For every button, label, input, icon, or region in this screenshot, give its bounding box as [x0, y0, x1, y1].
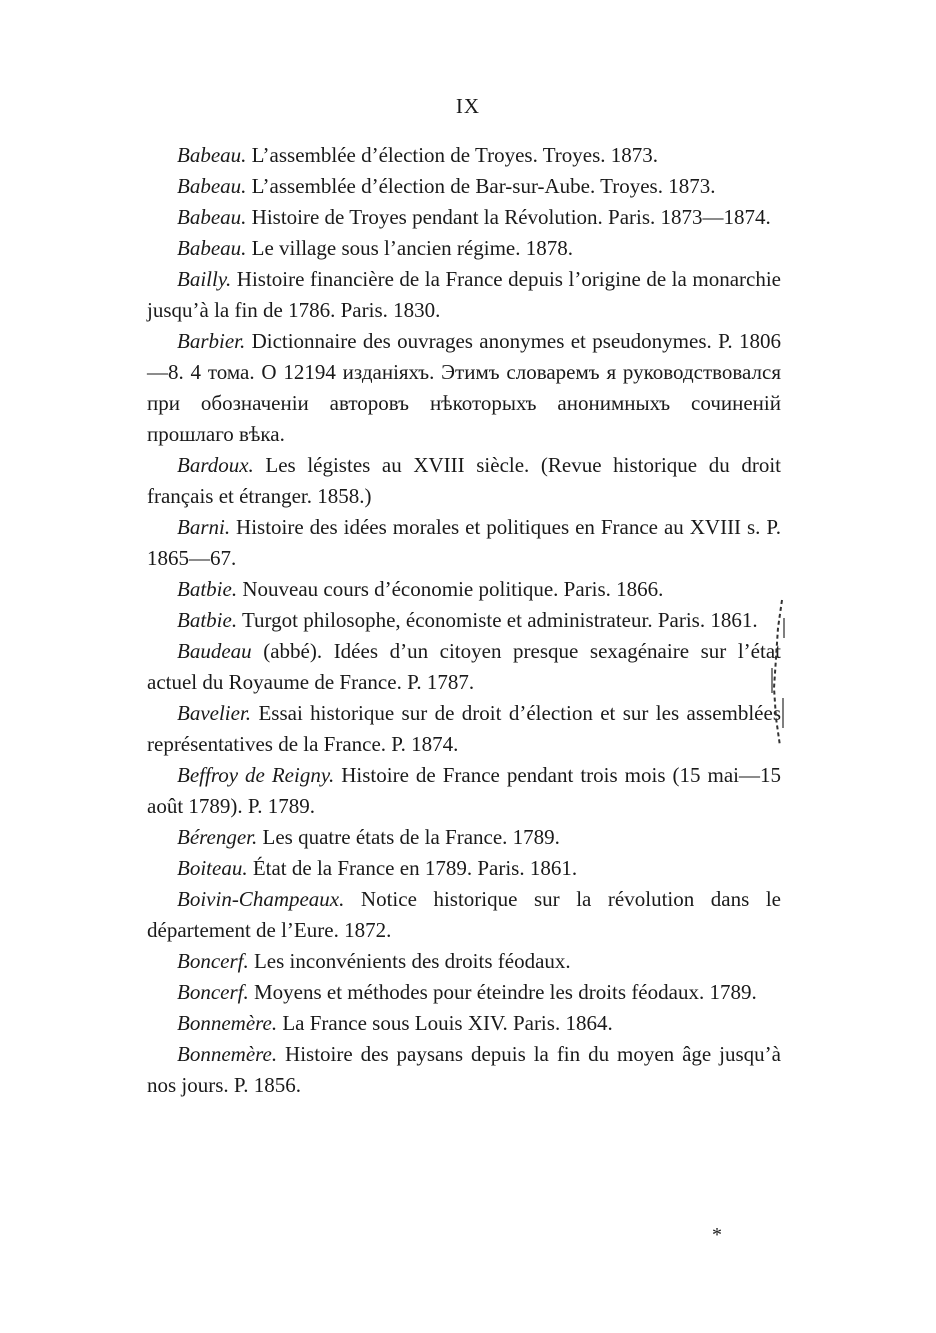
entry-text: (abbé). Idées d’un citoyen presque sexagénaire sur l’état actuel du Royaume de France. P. 1787. [147, 639, 781, 694]
entry-author: Bardoux. [177, 453, 254, 477]
entry-author: Boiteau. [177, 856, 248, 880]
entry-author: Bérenger. [177, 825, 258, 849]
bibliography-list [147, 140, 781, 1101]
bibliography-entry [147, 884, 781, 946]
entry-text: Histoire de Troyes pendant la Révolution. Paris. 1873—1874. [246, 205, 771, 229]
bibliography-entry [147, 698, 781, 760]
entry-author: Baudeau [177, 639, 252, 663]
bibliography-entry [147, 946, 781, 977]
entry-text: Histoire des idées morales et politiques en France au XVIII s. P. 1865—67. [147, 515, 781, 570]
entry-author: Babeau. [177, 236, 247, 260]
entry-author: Babeau. [177, 205, 247, 229]
entry-text: Les légistes au XVIII siècle. (Revue historique du droit français et étranger. 1858.) [147, 453, 781, 508]
bibliography-entry [147, 822, 781, 853]
bibliography-entry [147, 171, 781, 202]
entry-text: Essai historique sur de droit d’élection et sur les assemblées représentatives de la France. P. 1874. [147, 701, 781, 756]
bibliography-entry [147, 450, 781, 512]
entry-text: État de la France en 1789. Paris. 1861. [247, 856, 578, 880]
bibliography-entry [147, 636, 781, 698]
entry-author: Barni. [177, 515, 231, 539]
entry-text: Le village sous l’ancien régime. 1878. [246, 236, 573, 260]
entry-author: Bavelier. [177, 701, 252, 725]
entry-author: Babeau. [177, 174, 247, 198]
entry-author: Boivin-Champeaux. [177, 887, 345, 911]
signature-mark: * [712, 1224, 722, 1246]
entry-text: Nouveau cours d’économie politique. Paris. 1866. [237, 577, 664, 601]
bibliography-entry [147, 202, 781, 233]
entry-author: Batbie. [177, 577, 238, 601]
entry-author: Bonnemère. [177, 1042, 278, 1066]
bibliography-entry [147, 853, 781, 884]
entry-text: L’assemblée d’élection de Bar-sur-Aube. Troyes. 1873. [246, 174, 716, 198]
bibliography-entry [147, 574, 781, 605]
entry-text: Les inconvénients des droits féodaux. [248, 949, 571, 973]
entry-author: Bonnemère. [177, 1011, 278, 1035]
entry-author: Boncerf. [177, 949, 249, 973]
bibliography-entry [147, 605, 781, 636]
entry-text: Notice historique sur la révolution dans le département de l’Eure. 1872. [147, 887, 781, 942]
library-stamp-mark [766, 598, 788, 748]
entry-text: Dictionnaire des ouvrages anonymes et pseudonymes. P. 1806—8. 4 тома. О 12194 изданіяхъ. Этимъ словаремъ я руководствовался при обозначеніи авторовъ нѣкоторыхъ анонимныхъ сочиненій прошлаго вѣка. [147, 329, 781, 446]
bibliography-entry [147, 1039, 781, 1101]
entry-text: Histoire financière de la France depuis l’origine de la monarchie jusqu’à la fin de 1786. Paris. 1830. [147, 267, 781, 322]
bibliography-entry [147, 977, 781, 1008]
entry-author: Barbier. [177, 329, 246, 353]
entry-author: Batbie. [177, 608, 238, 632]
bibliography-entry [147, 140, 781, 171]
entry-author: Bailly. [177, 267, 232, 291]
entry-text: La France sous Louis XIV. Paris. 1864. [277, 1011, 613, 1035]
entry-text: Histoire des paysans depuis la fin du moyen âge jusqu’à nos jours. P. 1856. [147, 1042, 781, 1097]
bibliography-entry [147, 233, 781, 264]
bibliography-entry [147, 326, 781, 450]
page-number: IX [455, 94, 481, 118]
entry-text: Histoire de France pendant trois mois (15 mai—15 août 1789). P. 1789. [147, 763, 781, 818]
entry-text: L’assemblée d’élection de Troyes. Troyes. 1873. [246, 143, 659, 167]
entry-author: Boncerf. [177, 980, 249, 1004]
entry-author: Babeau. [177, 143, 247, 167]
entry-text: Moyens et méthodes pour éteindre les droits féodaux. 1789. [248, 980, 757, 1004]
bibliography-entry [147, 1008, 781, 1039]
entry-text: Turgot philosophe, économiste et administrateur. Paris. 1861. [237, 608, 758, 632]
entry-text: Les quatre états de la France. 1789. [257, 825, 560, 849]
entry-author: Beffroy de Reigny. [177, 763, 335, 787]
bibliography-entry [147, 760, 781, 822]
bibliography-entry [147, 512, 781, 574]
bibliography-entry [147, 264, 781, 326]
